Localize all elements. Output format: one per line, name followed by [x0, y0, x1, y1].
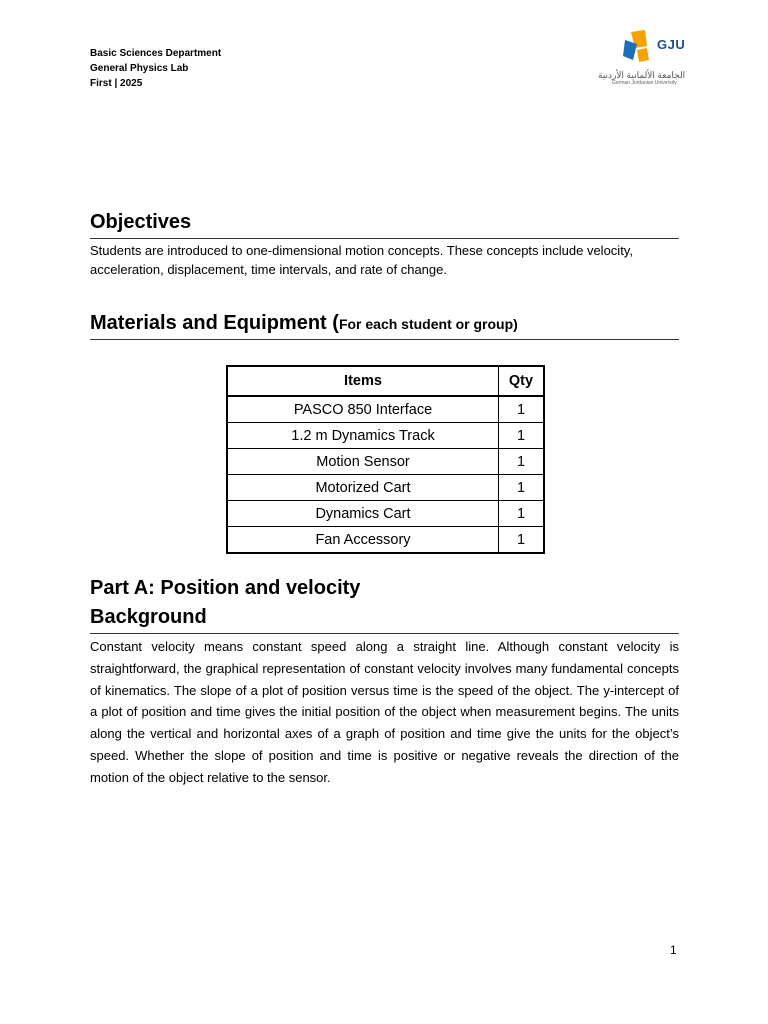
- background-heading: Background: [90, 606, 679, 634]
- lab-name: General Physics Lab: [90, 63, 189, 74]
- table-row: [227, 423, 544, 449]
- term-label: First | 2025: [90, 78, 143, 89]
- materials-section: [90, 312, 679, 340]
- table-row: [227, 527, 544, 554]
- table-row: [227, 501, 544, 527]
- materials-heading: [90, 312, 679, 340]
- qty-cell: 1: [499, 423, 545, 449]
- item-cell: PASCO 850 Interface: [227, 396, 499, 423]
- objectives-section: [90, 211, 679, 279]
- column-header-qty: Qty: [499, 366, 545, 396]
- logo-text: GJU: [657, 37, 686, 52]
- column-header-items: Items: [227, 366, 499, 396]
- item-cell: Dynamics Cart: [227, 501, 499, 527]
- table-header-row: [227, 366, 544, 396]
- document-header: [90, 46, 221, 91]
- page-number: 1: [670, 943, 677, 957]
- item-cell: Motion Sensor: [227, 449, 499, 475]
- materials-heading-note: For each student or group): [338, 316, 518, 332]
- item-cell: Fan Accessory: [227, 527, 499, 554]
- table-row: [227, 475, 544, 501]
- materials-heading-main: Materials and Equipment (: [90, 312, 339, 334]
- part-a-section: [90, 577, 679, 789]
- item-cell: Motorized Cart: [227, 475, 499, 501]
- department-name: Basic Sciences Department: [90, 48, 222, 59]
- logo-arabic-text: الجامعة الألمانية الأردنية: [598, 70, 686, 80]
- part-a-heading: Part A: Position and velocity: [90, 577, 361, 599]
- table-row: [227, 449, 544, 475]
- background-text: Constant velocity means constant speed along a straight line. Although constant velocity is straightforward, the graphical representation of constant velocity involves many fundamental concepts of kinematics. The slope of a plot of position versus time is the speed of the object. The y-intercept of a plot of position and time gives the initial position of the object when measurement begins. The units along the vertical and horizontal axes of a graph of position and time give the units for the object’s speed. Whether the slope of position and time is positive or negative reveals the direction of the motion of the object relative to the sensor.: [90, 639, 679, 785]
- qty-cell: 1: [499, 501, 545, 527]
- item-cell: 1.2 m Dynamics Track: [227, 423, 499, 449]
- qty-cell: 1: [499, 396, 545, 423]
- qty-cell: 1: [499, 475, 545, 501]
- qty-cell: 1: [499, 527, 545, 554]
- objectives-heading: Objectives: [90, 211, 679, 239]
- logo-english-text: German Jordanian University: [612, 80, 677, 86]
- qty-cell: 1: [499, 449, 545, 475]
- equipment-table: [226, 365, 545, 554]
- objectives-text: Students are introduced to one-dimensional motion concepts. These concepts include velocity, acceleration, displacement, time intervals, and rate of change.: [90, 243, 633, 277]
- table-row: [227, 396, 544, 423]
